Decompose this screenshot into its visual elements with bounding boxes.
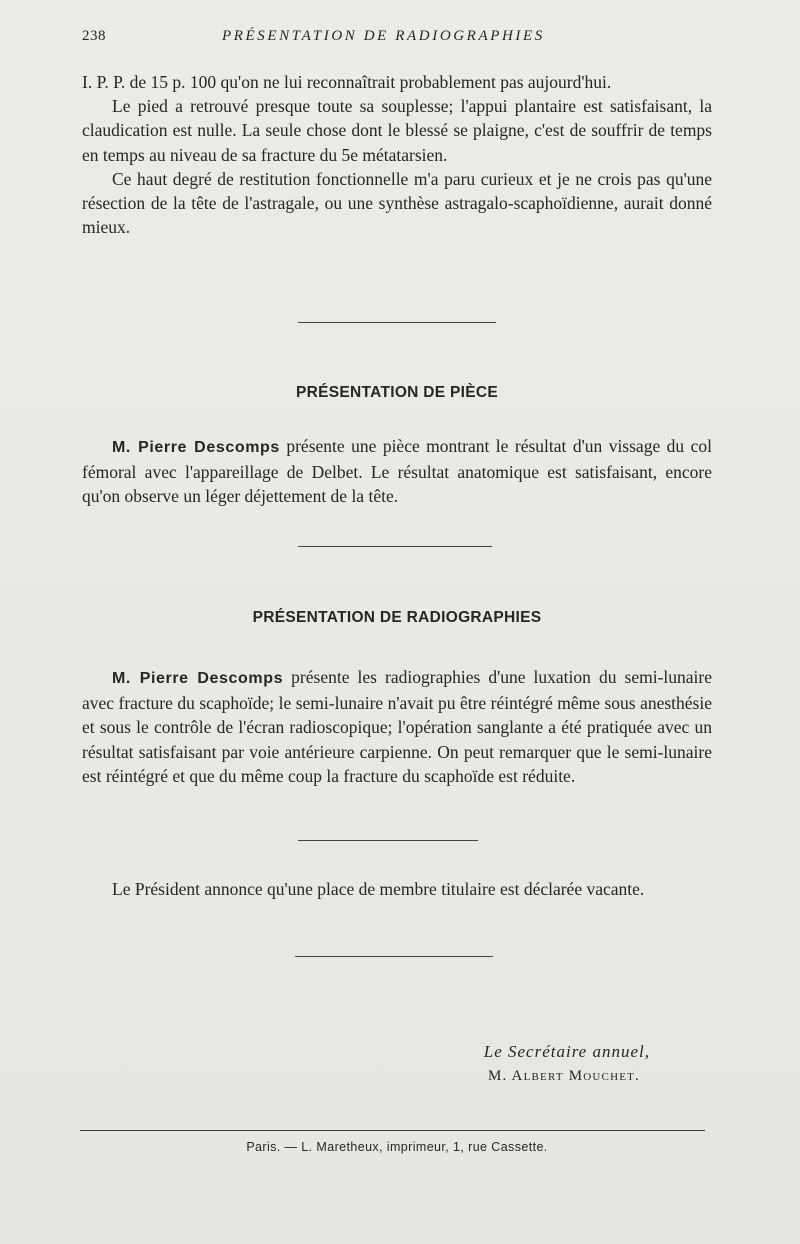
- paragraph: Le pied a retrouvé presque toute sa souplesse; l'appui plantaire est satisfaisant, la claudication est nulle. La seule chose dont le blessé se plaigne, c'est de souffrir de temps en temps au niveau de sa fracture du 5e métatarsien.: [82, 96, 712, 165]
- running-head: PRÉSENTATION DE RADIOGRAPHIES: [222, 28, 545, 44]
- speaker-name: M. Pierre Descomps: [112, 670, 284, 687]
- section-title: PRÉSENTATION DE PIÈCE: [295, 384, 499, 401]
- paragraph: Ce haut degré de restitution fonctionnelle m'a paru curieux et je ne crois pas qu'une résection de la tête de l'astragale, ou une synthèse astragalo-scaphoïdienne, aurait donné mieux.: [82, 168, 712, 238]
- section-divider: [295, 956, 493, 957]
- printer-imprint: Paris. — L. Maretheux, imprimeur, 1, rue Cassette.: [246, 1140, 548, 1154]
- speaker-name: M. Pierre Descomps: [112, 439, 280, 456]
- signature-name: M. Albert Mouchet.: [487, 1068, 640, 1084]
- paragraph-text: présente une pièce montrant le résultat d'un vissage du col fémoral avec l'appareillage de Delbet. Le résultat anatomique est satisfaisant, encore qu'on observe un léger déjettement de la tête.: [82, 436, 712, 507]
- continuation-text: [82, 70, 712, 239]
- signature-role: Le Secrétaire annuel,: [483, 1042, 650, 1061]
- paragraph: [82, 434, 712, 509]
- section-divider: [298, 322, 496, 323]
- section-body: [82, 434, 712, 509]
- section-body: [82, 665, 712, 788]
- page-header: [82, 28, 712, 52]
- announcement: [82, 877, 712, 901]
- section-divider: [298, 546, 492, 547]
- page-number: 238: [82, 28, 106, 44]
- paragraph: Le Président annonce qu'une place de membre titulaire est déclarée vacante.: [112, 879, 645, 899]
- paragraph-text: présente les radiographies d'une luxation du semi-lunaire avec fracture du scaphoïde; le semi-lunaire n'avait pu être réintégré même sous anesthésie et sous le contrôle de l'écran radioscopique; l'opération sanglante a été pratiquée avec un résultat satisfaisant par voie antérieure carpienne. On peut remarquer que le semi-lunaire est réintégré et que du même coup la fracture du scaphoïde est réduite.: [82, 667, 712, 786]
- footer-divider: [80, 1130, 705, 1131]
- section-title: PRÉSENTATION DE RADIOGRAPHIES: [252, 609, 542, 626]
- paragraph: I. P. P. de 15 p. 100 qu'on ne lui reconnaîtrait probablement pas aujourd'hui.: [82, 72, 612, 92]
- paragraph: [82, 665, 712, 788]
- section-divider: [298, 840, 478, 841]
